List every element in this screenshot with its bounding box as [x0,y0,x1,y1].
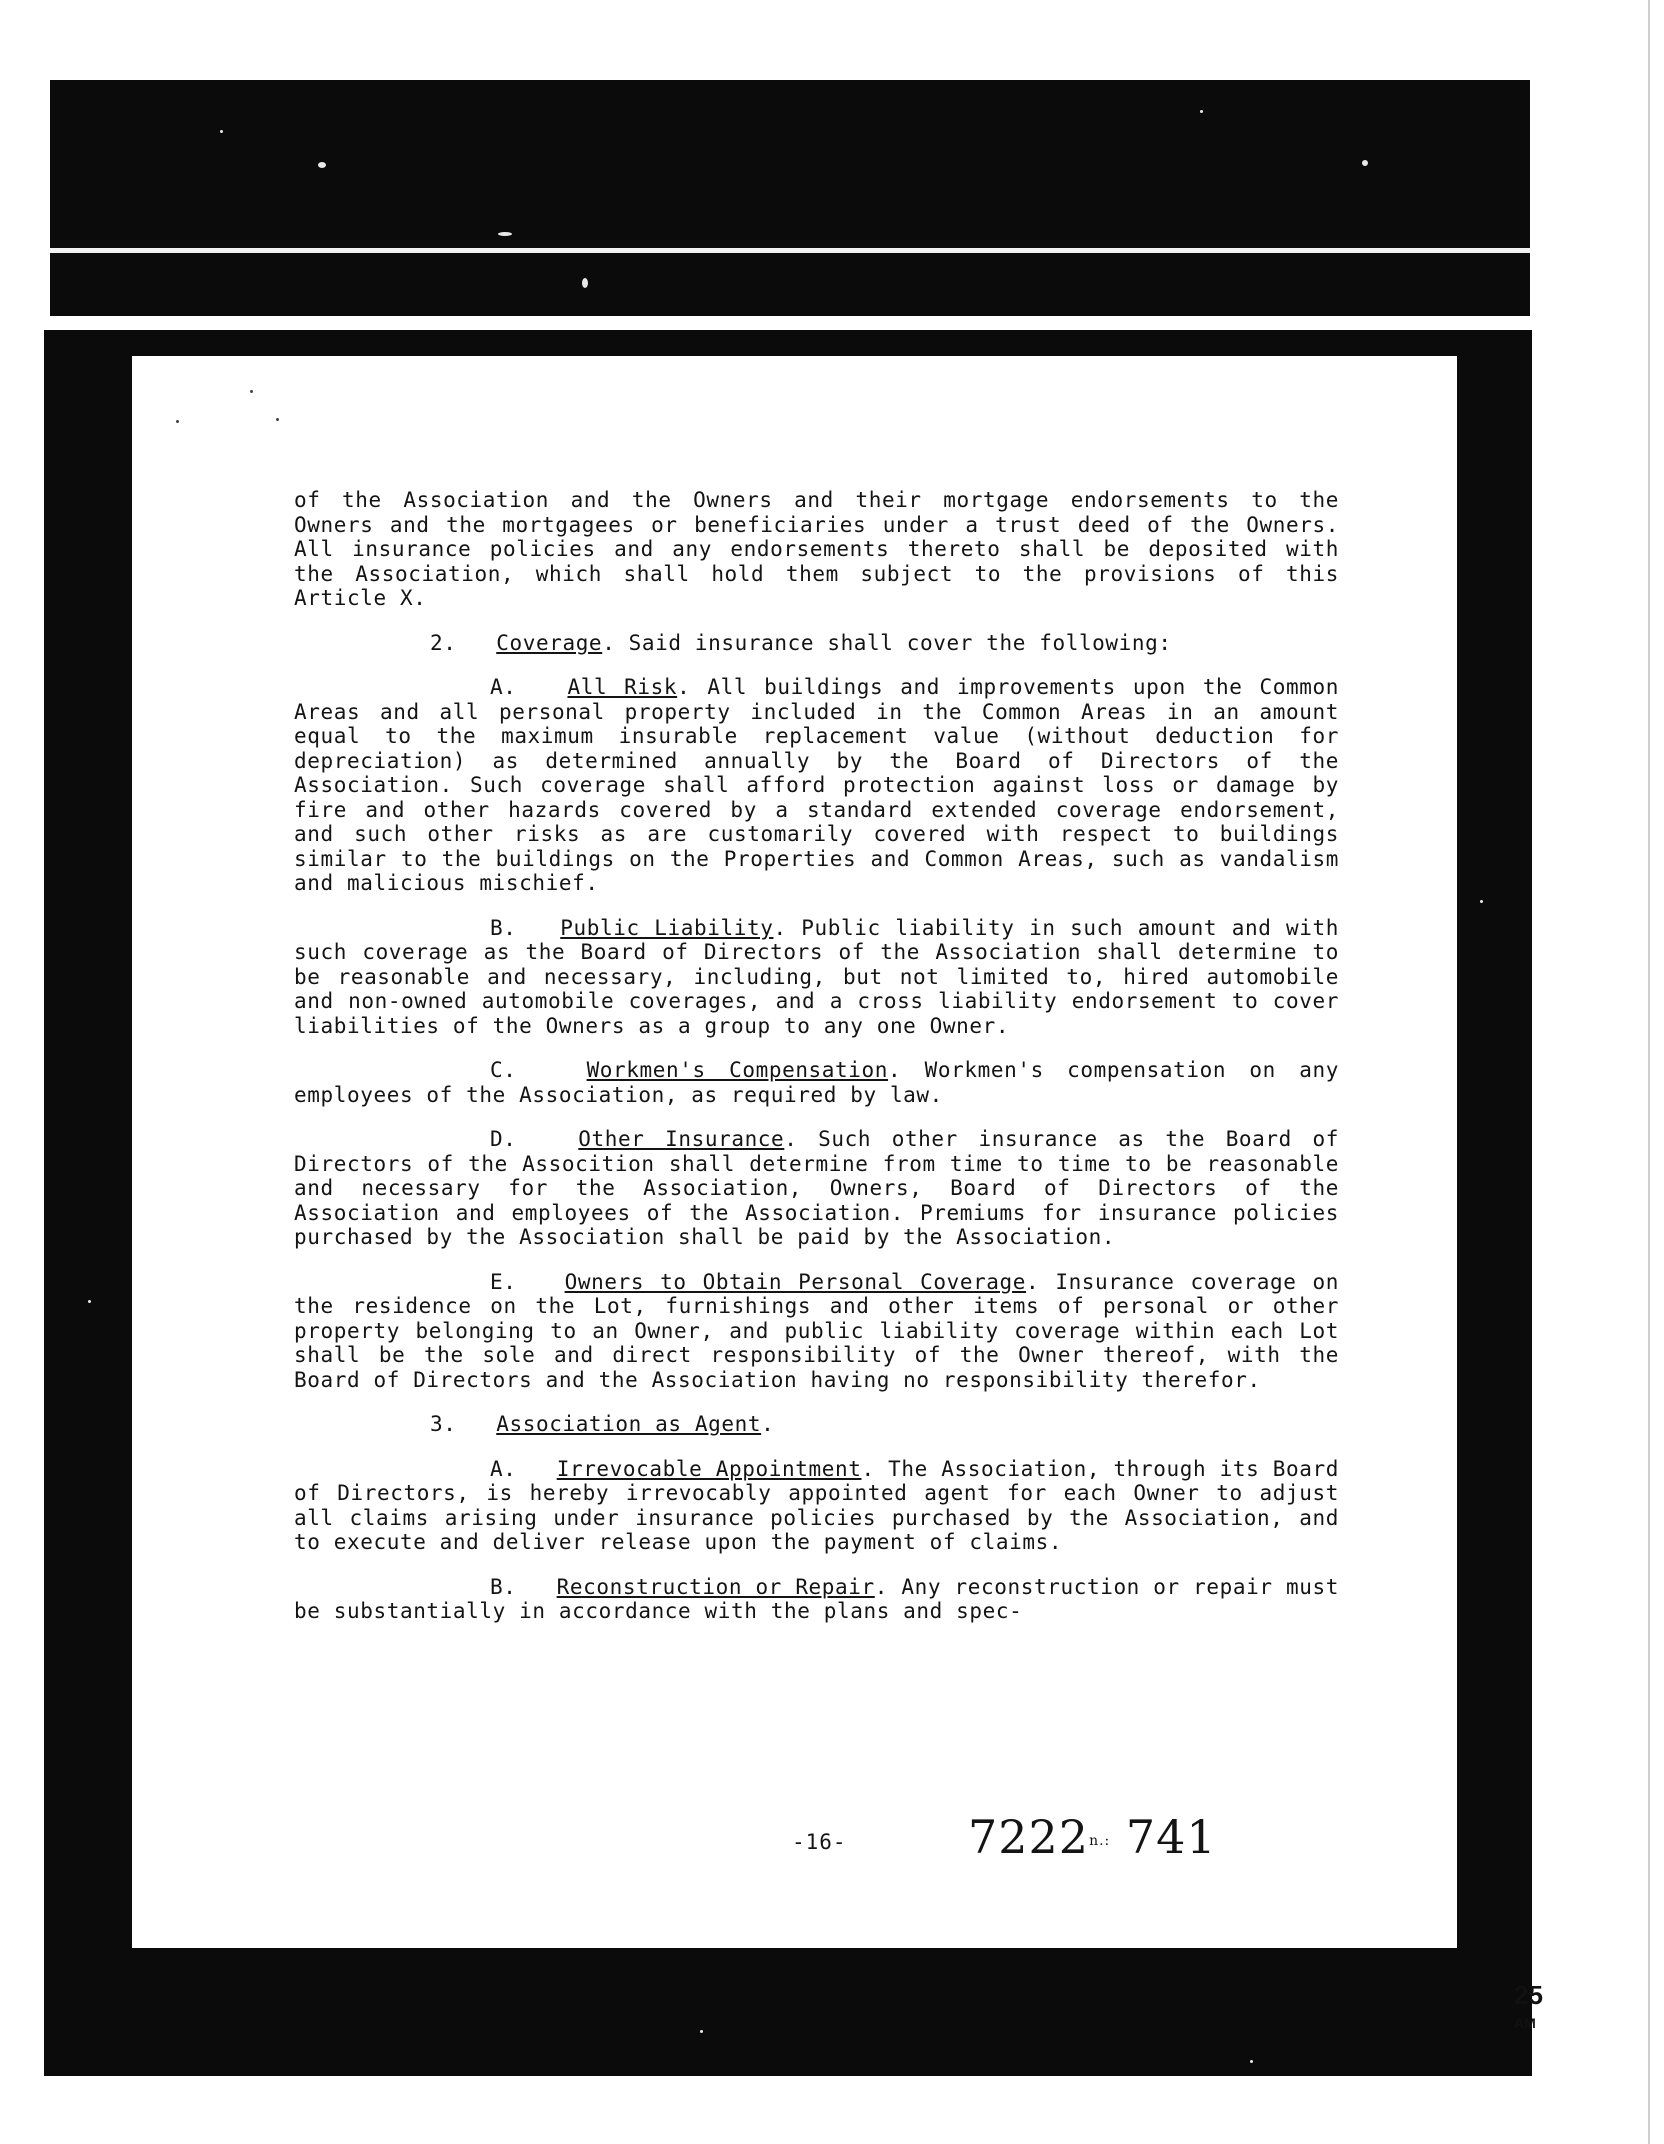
right-edge-rule [1648,0,1650,2144]
scan-speck [582,278,588,288]
item-letter: A. [490,675,517,699]
recording-stamp [968,1810,1217,1864]
scan-speck [498,232,512,236]
item-letter: D. [490,1127,517,1151]
side-fragment-number: 25 [1514,1980,1543,2010]
intro-paragraph: of the Association and the Owners and their mortgage endorsements to the Owners and the mortgagees or beneficiaries under a trust deed of the Owners. All insurance policies and any endorsements thereto shall be deposited with the Association, which shall hold them subject to the provisions of this Article X. [294,488,1339,610]
section-3-text: . [761,1412,775,1436]
item-title: All Risk [567,675,678,699]
stamp-number-right: 741 [1125,1810,1217,1864]
cropped-side-fragment [1514,1982,1550,2030]
section-2-heading [294,631,1339,656]
section-2-number: 2. [430,630,457,655]
item-text: . Public liability in such amount and with such coverage as the Board of Directors of the Association shall determine to be reasonable and necessary, including, but not limited to, hired automobile and non-owned automobile coverages, and a cross liability endorsement to cover liabilities of the Owners as a group to any one Owner. [294,915,1340,1038]
item-text: . The Association, through its Board of Directors, is hereby irrevocably appointed agent for each Owner to adjust all claims arising under insurance policies purchased by the Association, and to execute and deliver release upon the payment of claims. [294,1456,1339,1554]
scan-speck [88,1300,91,1303]
item-text: . All buildings and improvements upon the Common Areas and all personal property included in the Common Areas in an amount equal to the maximum insurable replacement value (without deduction for depreciation) as determined annually by the Board of Directors of the Association. Such coverage shall afford protection against loss or damage by fire and other hazards covered by a standard extended coverage endorsement, and such other risks as are customarily covered with respect to buildings similar to the buildings on the Properties and Common Areas, such as vandalism and malicious mischief. [294,675,1339,895]
item-letter: A. [490,1456,517,1481]
page-speck [176,420,179,423]
stamp-middle: n.: [1089,1833,1111,1849]
item-letter: C. [490,1058,517,1082]
item-title: Workmen's Compensation [586,1058,889,1082]
item-c-workmens-compensation [294,1058,1339,1107]
item-title: Owners to Obtain Personal Coverage [564,1269,1027,1294]
item-text: . Such other insurance as the Board of Directors of the Assocition shall determine from time to time to be reasonable and necessary for the Association, Owners, Board of Directors of the Association and employees of the Association. Premiums for insurance policies purchased by the Association shall be paid by the Association. [294,1127,1339,1249]
item-text: . Insurance coverage on the residence on the Lot, furnishings and other items of personal or other property belonging to an Owner, and public liability coverage within each Lot shall be the sole and direct responsibility of the Owner thereof, with the Board of Directors and the Association having no responsibility therefor. [294,1269,1340,1392]
scan-speck [1200,110,1203,113]
section-2-text: . Said insurance shall cover the following: [602,630,1172,655]
side-fragment-suffix: AM [1514,2015,1536,2031]
item-title: Other Insurance [578,1127,785,1151]
item-letter: B. [490,1574,517,1599]
scan-speck [1250,2060,1253,2063]
section-3-heading [294,1412,1339,1437]
item-title: Public Liability [560,915,774,940]
scan-speck [1480,900,1483,903]
scan-speck [700,2030,703,2033]
item-d-other-insurance [294,1127,1339,1250]
item-title: Irrevocable Appointment [556,1456,862,1481]
item-e-owners-personal-coverage [294,1270,1339,1393]
page-speck [276,418,279,421]
item-3b-reconstruction-or-repair [294,1575,1339,1624]
item-letter: B. [490,915,517,940]
scan-speck [220,130,223,133]
item-title: Reconstruction or Repair [556,1574,875,1599]
scan-speck [1362,160,1368,166]
section-3-title: Association as Agent [496,1412,762,1436]
stamp-number-left: 7222 [968,1810,1090,1864]
item-text: . Any reconstruction or repair must be substantially in accordance with the plans and spec- [294,1574,1339,1623]
scan-band-line [50,248,1530,253]
scan-dark-band [50,80,1530,316]
page-speck [250,390,253,393]
item-a-all-risk [294,675,1339,896]
page-number: -16- [792,1830,847,1854]
section-2-title: Coverage [496,630,603,655]
item-b-public-liability [294,916,1339,1039]
document-body [294,488,1339,1644]
scan-speck [318,162,326,168]
item-letter: E. [490,1269,517,1294]
item-text: . Workmen's compensation on any employees of the Association, as required by law. [294,1058,1339,1107]
section-3-number: 3. [430,1412,457,1436]
item-3a-irrevocable-appointment [294,1457,1339,1555]
